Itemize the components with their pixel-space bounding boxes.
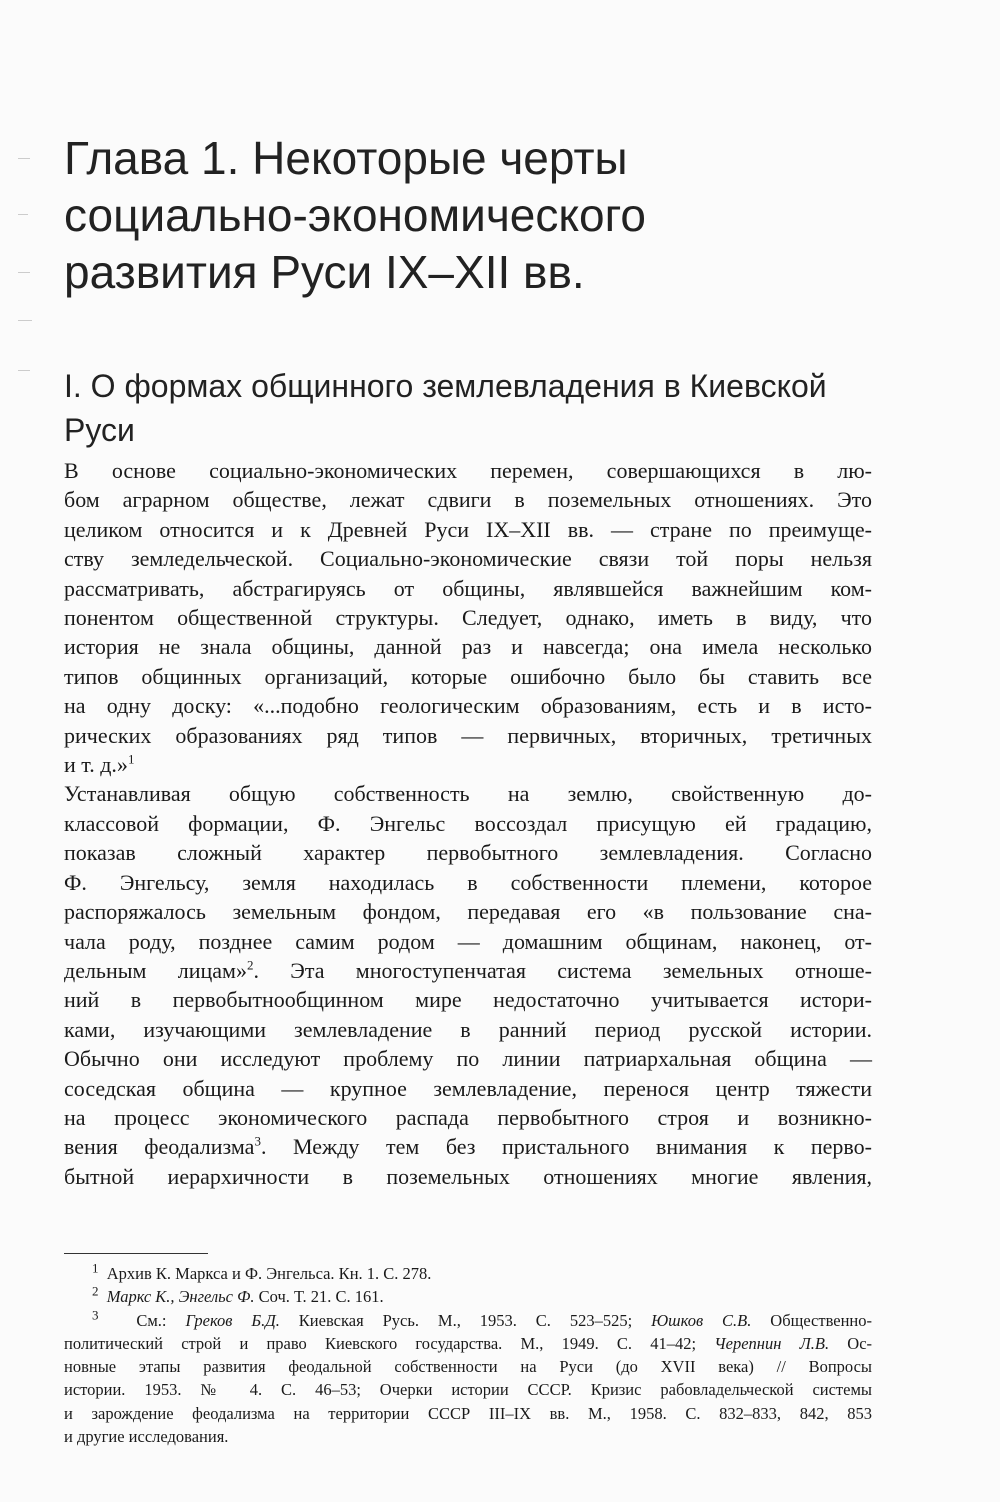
chapter-title-line: развития Руси IX–XII вв.	[64, 246, 585, 298]
text-line: Устанавливая общую собственность на землю, свойственную до-	[64, 781, 872, 807]
text-fragment: вения феодализма	[64, 1134, 255, 1160]
text-fragment: дельным лицам»	[64, 957, 247, 983]
chapter-title	[64, 130, 944, 301]
text-line: на одну доску: «...подобно геологическим образованиям, есть и в исто-	[64, 693, 872, 719]
footnote-3-line: и зарождение феодализма на территории СССР III–IX вв. М., 1958. С. 832–833, 842, 853	[64, 1403, 872, 1423]
text-line: понентом общественной структуры. Следует, однако, иметь в виду, что	[64, 605, 872, 631]
footnote-text: Ос-	[829, 1333, 873, 1353]
text-line: бытной иерархичности в поземельных отношениях многие явления,	[64, 1163, 872, 1189]
text-line	[64, 750, 872, 779]
footnote-ref[interactable]: 1	[127, 751, 135, 767]
text-line	[64, 1132, 872, 1161]
footnote-text: Общественно-	[751, 1310, 873, 1330]
margin-scan-marks	[18, 150, 48, 460]
text-line: ками, изучающими землевладение в ранний период русской истории.	[64, 1016, 872, 1042]
footnotes	[64, 1262, 872, 1448]
footnote-author: Юшков С.В.	[651, 1310, 752, 1330]
footnote-divider	[64, 1253, 208, 1254]
footnote-ref[interactable]: 3	[254, 1134, 261, 1150]
text-line: типов общинных организаций, которые ошибочно было бы ставить все	[64, 663, 872, 689]
text-fragment: . Между тем без пристального внимания к перво-	[260, 1134, 872, 1160]
text-line	[64, 956, 872, 985]
text-line: чала роду, позднее самим родом — домашним общинам, наконец, от-	[64, 928, 872, 954]
body-text	[64, 456, 872, 1191]
section-title	[64, 364, 944, 452]
text-line: бом аграрном обществе, лежат сдвиги в поземельных отношениях. Это	[64, 487, 872, 513]
footnote-author: Черепнин Л.В.	[714, 1333, 830, 1353]
text-line: история не знала общины, данной раз и навсегда; она имела несколько	[64, 634, 872, 660]
section-title-line: I. О формах общинного землевладения в Киевской	[64, 368, 827, 404]
footnote-author: Греков Б.Д.	[185, 1310, 280, 1330]
text-fragment: и т. д.»	[64, 752, 128, 778]
footnote-3-line: истории. 1953. № 4. С. 46–53; Очерки истории СССР. Кризис рабовладельческой системы	[64, 1380, 872, 1400]
text-line: рассматривать, абстрагируясь от общины, являвшейся важнейшим ком-	[64, 575, 872, 601]
text-line: Ф. Энгельсу, земля находилась в собственности племени, которое	[64, 869, 872, 895]
chapter-title-line: социально-экономического	[64, 189, 646, 241]
footnote-text: Киевская Русь. М., 1953. С. 523–525;	[279, 1310, 652, 1330]
chapter-title-line: Глава 1. Некоторые черты	[64, 132, 628, 184]
footnote-text: См.:	[136, 1310, 186, 1330]
footnote-1	[64, 1262, 872, 1285]
text-line: В основе социально-экономических перемен, совершающихся в лю-	[64, 458, 872, 483]
section-title-line: Руси	[64, 412, 135, 448]
text-line: ний в первобытнообщинном мире недостаточно учитывается истори-	[64, 987, 872, 1013]
paragraph-2	[64, 779, 872, 1191]
footnote-3-line: новные этапы развития феодальной собственности на Руси (до XVII века) // Вопросы	[64, 1357, 872, 1377]
footnote-text: Соч. Т. 21. С. 161.	[254, 1287, 384, 1307]
text-line: показав сложный характер первобытного землевладения. Согласно	[64, 840, 872, 866]
paragraph-1	[64, 456, 872, 779]
text-line: соседская община — крупное землевладение, перенося центр тяжести	[64, 1075, 872, 1101]
footnote-ref[interactable]: 2	[246, 957, 254, 973]
text-line: классовой формации, Ф. Энгельс воссоздал присущую ей градацию,	[64, 810, 872, 836]
footnote-number: 3	[92, 1307, 99, 1323]
text-line: ству земледельческой. Социально-экономические связи той поры нельзя	[64, 546, 872, 572]
text-line: целиком относится и к Древней Руси IX–XII вв. — стране по преимуще-	[64, 516, 872, 542]
text-fragment: . Эта многоступенчатая система земельных отноше-	[253, 957, 872, 983]
footnote-3-line: и другие исследования.	[64, 1427, 229, 1447]
footnote-text: политический строй и право Киевского государства. М., 1949. С. 41–42;	[64, 1333, 715, 1353]
footnote-number: 1	[92, 1260, 99, 1276]
text-line: распоряжалось земельным фондом, передавая его «в пользование сна-	[64, 899, 872, 925]
footnote-number: 2	[92, 1283, 99, 1299]
text-line: Обычно они исследуют проблему по линии патриархальная община —	[64, 1046, 872, 1072]
footnote-3-line	[64, 1332, 872, 1355]
footnote-text: Архив К. Маркса и Ф. Энгельса. Кн. 1. С. 278.	[106, 1264, 432, 1283]
text-line: рических образованиях ряд типов — первичных, вторичных, третичных	[64, 722, 872, 748]
footnote-2	[64, 1285, 872, 1308]
footnote-3-line	[64, 1309, 872, 1332]
text-line: на процесс экономического распада первобытного строя и возникно-	[64, 1104, 872, 1130]
footnote-author: Маркс К., Энгельс Ф.	[106, 1287, 255, 1307]
